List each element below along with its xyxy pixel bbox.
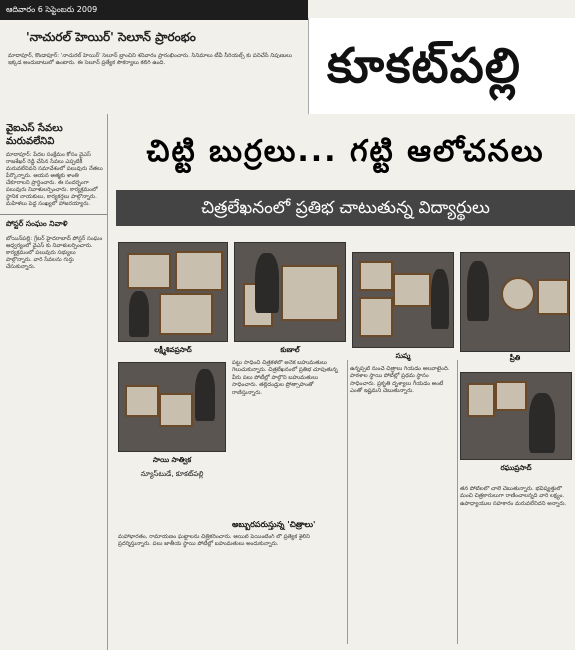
text-column-3: తన పోటీలలో చాలే చెబుతున్నారు. భవిష్యత్తులో మంచి చిత్రకారులుగా రాణించాలన్నది వారి లక్ష్యం. ఉపాధ్యాయుల సహకారం మరువలేనిదని అన్నారు. (460, 486, 567, 507)
top-story-body: మాదాపూర్, కొండాపూర్: 'నాచురల్ హెయిర్' సెలూన్ బ్రాంచిని శనివారం ప్రారంభించారు. సినిమాలు టీవీ సీరియల్స్ కు పనిచేసే నిపుణులు ఇక్కడ అందుబాటులో ఉంటారు. ఈ సెలూన్ ప్రత్యేక సౌకర్యాలు కలిగి ఉంది. (8, 53, 292, 66)
photo-student-4 (460, 252, 570, 352)
left-headline-2: పోస్టర్ సంఘం నివాళి (0, 214, 107, 234)
caption-2: కుణాల్ (280, 346, 300, 354)
photo-student-1 (118, 242, 228, 342)
dateline: ఆదివారం 6 సెప్టెంబరు 2009 (0, 0, 308, 20)
main-story (108, 114, 575, 650)
byline: న్యూస్‌టుడే, కూకట్‌పల్లి (140, 470, 204, 478)
left-column (0, 114, 108, 650)
masthead (308, 18, 575, 114)
top-story-headline: 'నాచురల్ హెయిర్' సెలూన్ ప్రారంభం (26, 30, 196, 44)
photo-student-5 (118, 362, 226, 452)
top-story (2, 22, 308, 114)
caption-6: రఘుప్రసాద్ (500, 464, 532, 472)
left-body: మాదాపూర్: పేదల సంక్షేమం కోసం వైఎస్ రాజశేఖర్ రెడ్డి చేసిన సేవలు ఎప్పటికీ మరువలేనివని సమావేశంలో పలువురు నేతలు పేర్కొన్నారు. ఆయన ఆత్మకు శాంతి చేకూరాలని ప్రార్థించారు. ఈ సందర్భంగా పలువురు నివాళులర్పించారు. కార్యక్రమంలో స్థానిక నాయకులు, కార్యకర్తలు పాల్గొన్నారు. మహిళలు పెద్ద సంఖ్యలో హాజరయ్యారు. (6, 152, 103, 207)
photo-student-6 (460, 372, 572, 460)
left-headline: వైఐఎస్ సేవలు మరువలేనివి (6, 123, 63, 147)
photo-student-2 (234, 242, 346, 342)
main-headline: చిట్టి బుర్రలు... గట్టి ఆలోచనలు (146, 134, 545, 169)
left-body-2: బోయిన్‌పల్లి: గ్రేటర్ హైదరాబాద్ పోస్టర్ సంఘం ఆధ్వర్యంలో వైఎస్ కు నివాళులర్పించారు. కార్యక్రమంలో పలువురు సభ్యులు పాల్గొన్నారు. వారి సేవలను గుర్తు చేసుకున్నారు. (6, 236, 103, 270)
caption-1: లక్ష్మీశివప్రసాద్ (154, 346, 192, 354)
text-column-4: మహాభారతం, రామాయణం ఘట్టాలను చిత్రీకరించారు. ఆయిల్ పెయింటింగ్ లో ప్రత్యేక శైలిని ప్రదర్శిస్తున్నారు. పలు జాతీయ స్థాయి పోటీల్లో బహుమతులు అందుకున్నారు. (118, 534, 310, 548)
main-subhead: చిత్రలేఖనంలో ప్రతిభ చాటుతున్న విద్యార్థులు (116, 190, 575, 226)
caption-5: సాయి సాత్విక (152, 456, 192, 464)
masthead-title: కూకట్‌పల్లి (327, 38, 521, 94)
column-4-headline: అబ్బురపరుస్తున్న 'చిత్రాలు' (232, 520, 316, 529)
text-column-2: ఉన్నప్పటి నుంచే చిత్రాలు గీయడం అలవాటైంది. పాఠశాల స్థాయి పోటీల్లో ప్రథమ స్థానం సాధించారు. ప్రకృతి దృశ్యాలు గీయడం అంటే ఎంతో ఇష్టమని చెబుతున్నారు. (350, 366, 450, 395)
caption-4: ప్రీతి (509, 354, 521, 362)
caption-3: సుష్మ (395, 352, 411, 360)
text-column-1: పట్టు సాధించి చిత్రకళలో అనేక బహుమతులు గెలుచుకున్నారు. చిత్రలేఖనంలో ప్రతిభ చూపుతున్న వీరు పలు పోటీల్లో పాల్గొని బహుమతులు సాధించారు. తల్లిదండ్రుల ప్రోత్సాహంతో రాణిస్తున్నారు. (232, 360, 338, 396)
photo-student-3 (352, 252, 454, 348)
